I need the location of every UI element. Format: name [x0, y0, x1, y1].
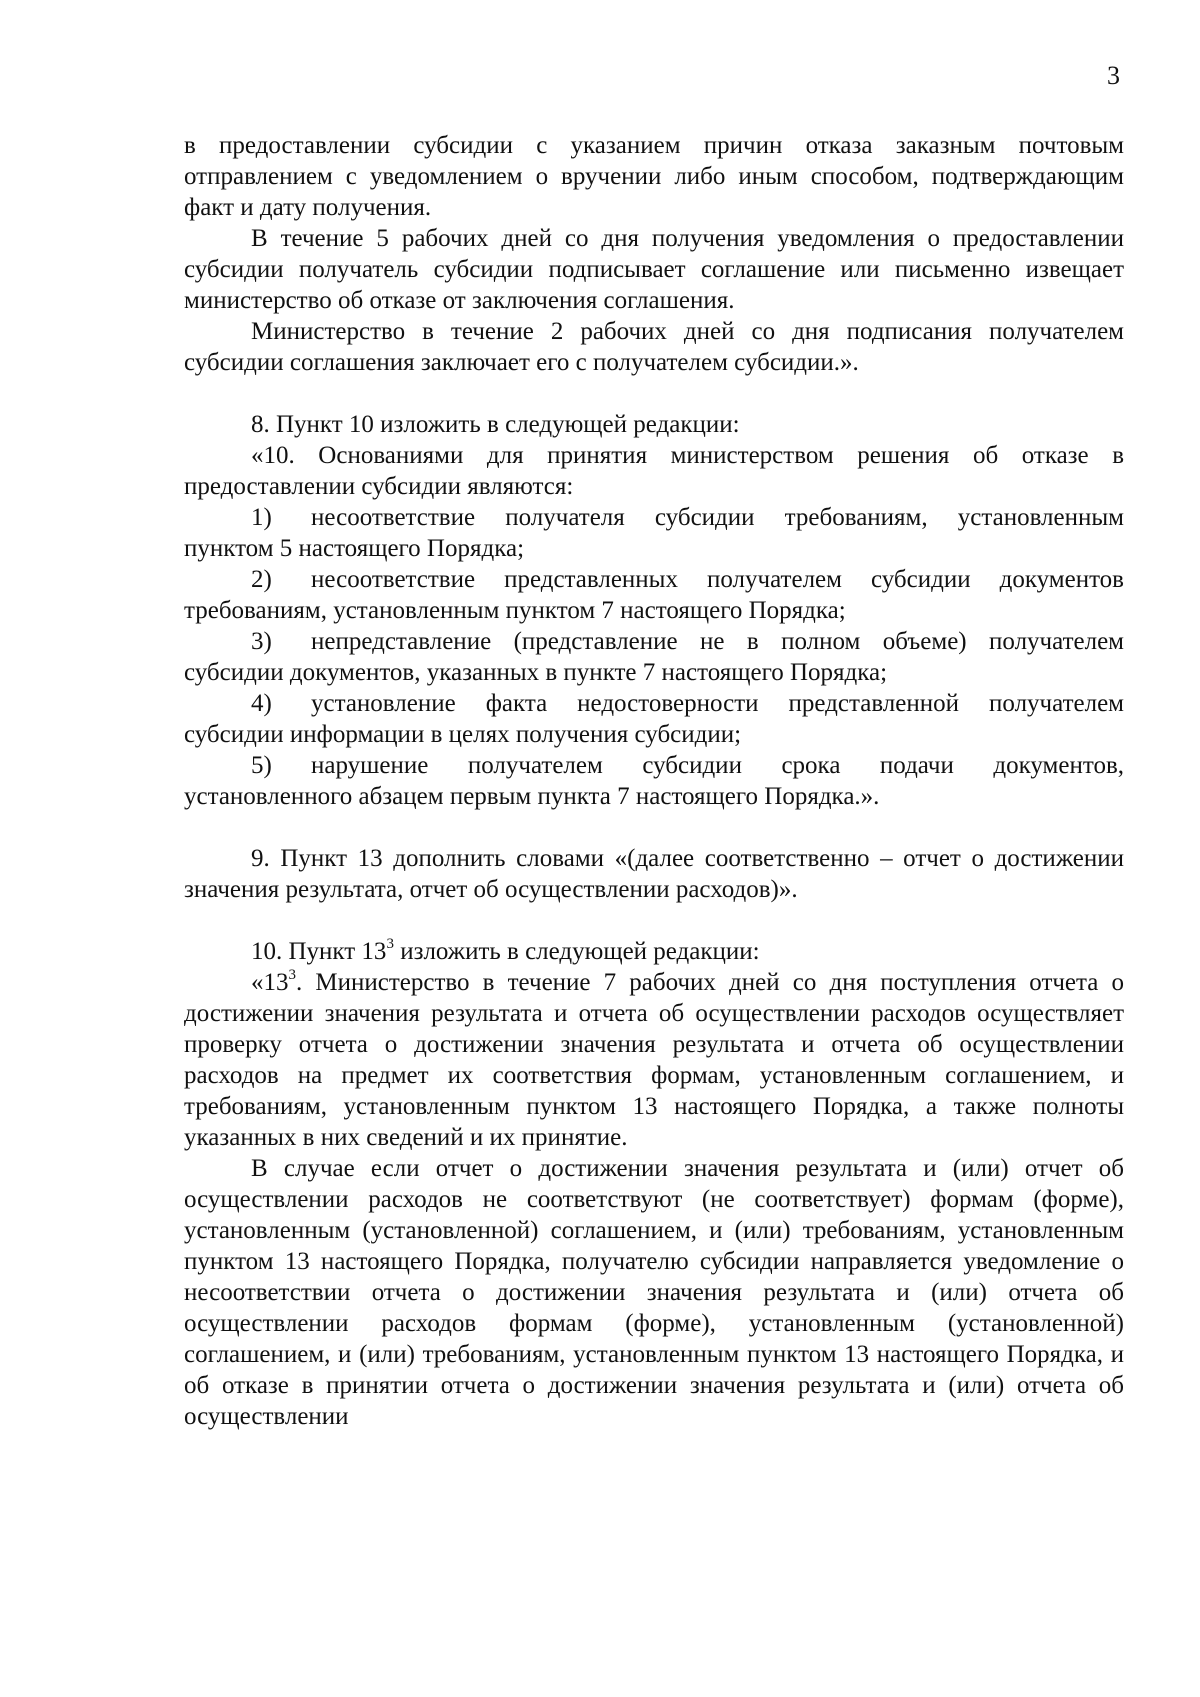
document-body [184, 130, 1124, 1432]
list-item-text: установление факта недостоверности представленной получателем субсидии информации в целях получения субсидии; [184, 690, 1124, 748]
item-10-heading-suffix: изложить в следующей редакции: [393, 938, 760, 965]
item-10-heading-superscript: 3 [386, 935, 394, 952]
item-9-paragraph: 9. Пункт 13 дополнить словами «(далее соответственно – отчет о достижении значения результата, отчет об осуществлении расходов)». [184, 845, 1124, 903]
list-item [184, 502, 1124, 564]
item-10-heading-prefix: 10. Пункт 13 [251, 938, 387, 965]
item-10-quote-paragraph [184, 967, 1124, 1153]
item-8-heading: 8. Пункт 10 изложить в следующей редакции: [251, 411, 740, 438]
list-item [184, 750, 1124, 812]
list-item-text: несоответствие получателя субсидии требованиям, установленным пунктом 5 настоящего Порядка; [184, 504, 1124, 562]
page-number: 3 [1107, 61, 1120, 90]
item-10-quote-text: . Министерство в течение 7 рабочих дней со дня поступления отчета о достижении значения результата и отчета об осуществлении расходов осуществляет проверку отчета о достижении значения результата и отчета об осуществлении расходов на предмет их соответствия формам, установленным соглашением, и требованиям, установленным пунктом 13 настоящего Порядка, а также полноты указанных в них сведений и их принятие. [184, 969, 1124, 1151]
paragraph-agreement-signing: В течение 5 рабочих дней со дня получения уведомления о предоставлении субсидии получатель субсидии подписывает соглашение или письменно извещает министерство об отказе от заключения соглашения. [184, 225, 1124, 314]
list-item-number: 5) [251, 752, 272, 779]
item-8-quote-intro: «10. Основаниями для принятия министерством решения об отказе в предоставлении субсидии являются: [184, 442, 1124, 500]
list-item-text: несоответствие представленных получателем субсидии документов требованиям, установленным пунктом 7 настоящего Порядка; [184, 566, 1124, 624]
list-item-text: непредставление (представление не в полном объеме) получателем субсидии документов, указанных в пункте 7 настоящего Порядка; [184, 628, 1124, 686]
list-item-number: 3) [251, 628, 272, 655]
list-item-number: 1) [251, 504, 272, 531]
list-item [184, 564, 1124, 626]
list-item-number: 4) [251, 690, 272, 717]
item-10-heading [184, 936, 1124, 967]
list-item [184, 626, 1124, 688]
list-item-number: 2) [251, 566, 272, 593]
item-10-last-paragraph: В случае если отчет о достижении значения результата и (или) отчет об осуществлении расходов не соответствуют (не соответствует) формам (форме), установленным (установленной) соглашением, и (или) требованиям, установленным пунктом 13 настоящего Порядка, получателю субсидии направляется уведомление о несоответствии отчета о достижении значения результата и (или) отчета об осуществлении расходов формам (форме), установленным (установленной) соглашением, и (или) требованиям, установленным пунктом 13 настоящего Порядка, и об отказе в принятии отчета о достижении значения результата и (или) отчета об осуществлении [184, 1155, 1124, 1430]
item-10-quote-prefix: «13 [251, 969, 289, 996]
paragraph-agreement-conclusion: Министерство в течение 2 рабочих дней со дня подписания получателем субсидии соглашения заключает его с получателем субсидии.». [184, 318, 1124, 376]
paragraph-refusal-notice: в предоставлении субсидии с указанием причин отказа заказным почтовым отправлением с уведомлением о вручении либо иным способом, подтверждающим факт и дату получения. [184, 132, 1124, 221]
list-item [184, 688, 1124, 750]
item-10-quote-superscript: 3 [288, 966, 296, 983]
list-item-text: нарушение получателем субсидии срока подачи документов, установленного абзацем первым пункта 7 настоящего Порядка.». [184, 752, 1124, 810]
